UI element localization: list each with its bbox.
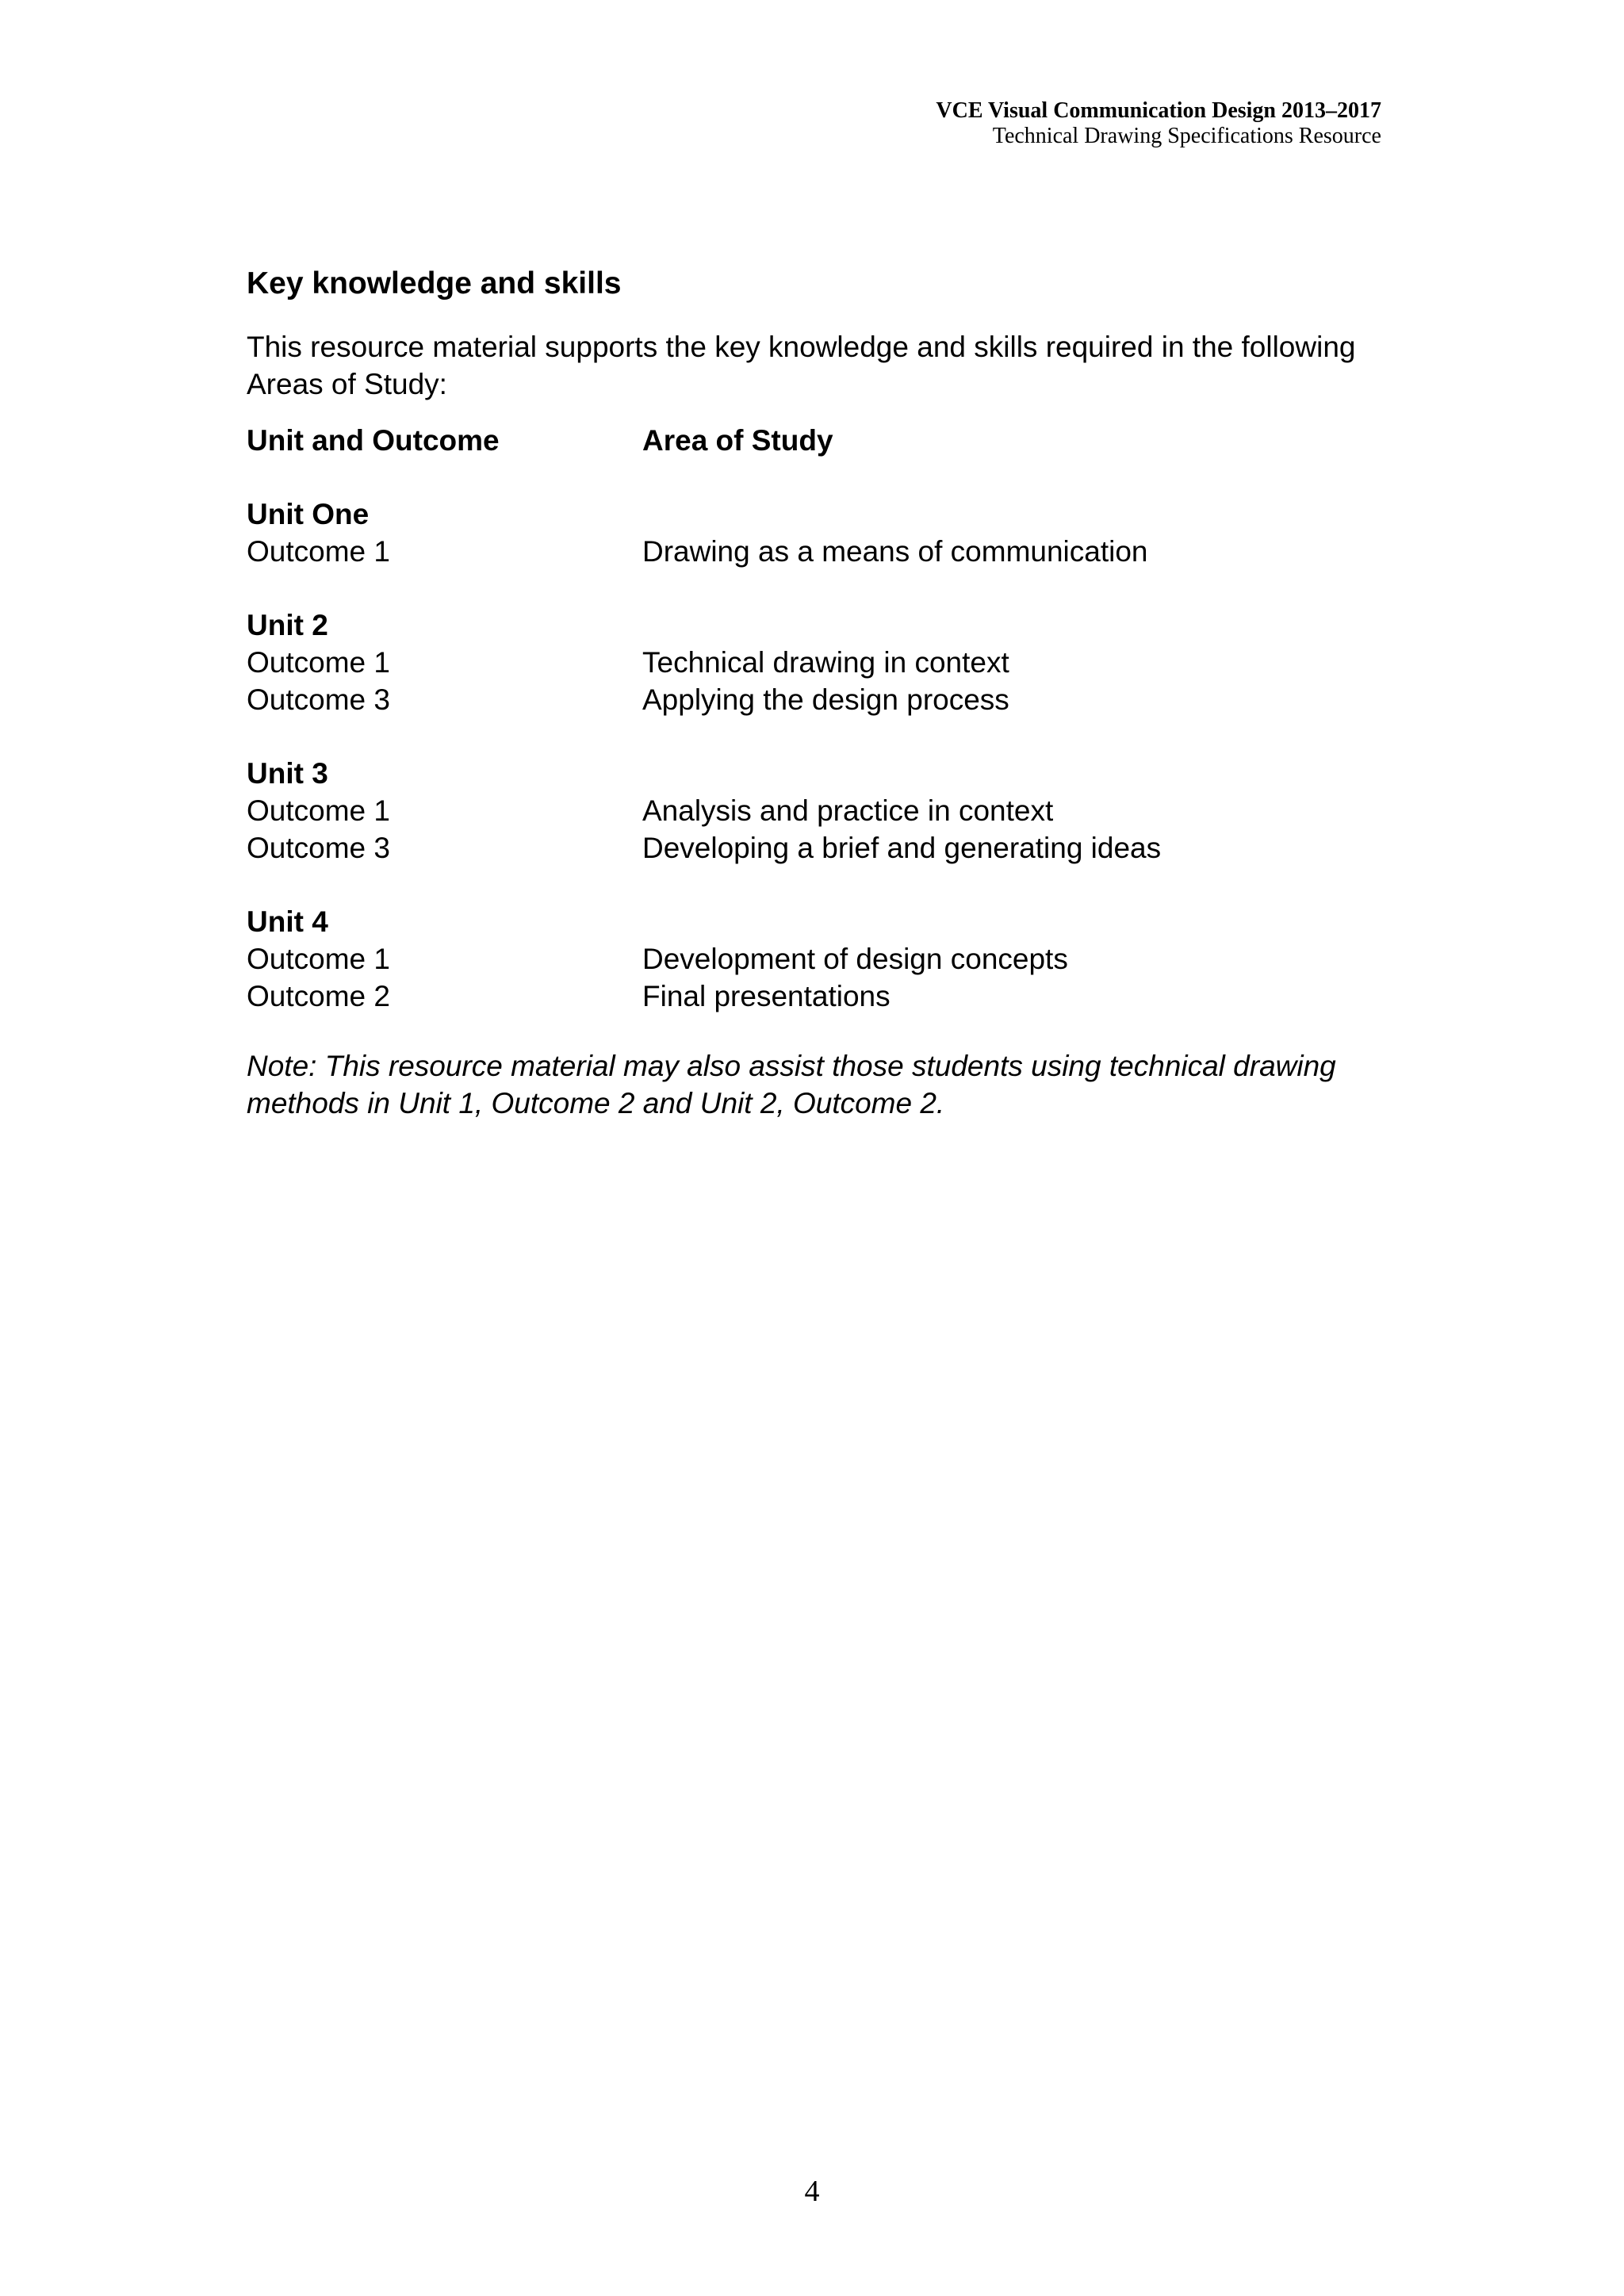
outcome-label: Outcome 1	[247, 535, 390, 568]
unit-title: Unit One	[247, 498, 370, 530]
outcome-label: Outcome 3	[247, 683, 390, 716]
header-resource-title: Technical Drawing Specifications Resource	[992, 124, 1381, 148]
table-row	[247, 792, 1388, 829]
area-of-study: Final presentations	[642, 980, 891, 1012]
table-row	[247, 681, 1388, 718]
table-header-row	[247, 422, 1388, 459]
unit-title: Unit 3	[247, 757, 328, 790]
page-content	[247, 262, 1388, 1122]
area-of-study: Technical drawing in context	[642, 646, 1009, 679]
unit-block-4	[247, 903, 1388, 1015]
area-of-study: Analysis and practice in context	[642, 794, 1054, 827]
unit-block-2	[247, 607, 1388, 718]
table-row	[247, 829, 1388, 867]
outcome-label: Outcome 3	[247, 832, 390, 864]
area-of-study: Drawing as a means of communication	[642, 535, 1148, 568]
running-header	[936, 98, 1381, 149]
header-series-title: VCE Visual Communication Design 2013–2017	[936, 98, 1381, 123]
table-row	[247, 533, 1388, 570]
area-of-study: Developing a brief and generating ideas	[642, 832, 1162, 864]
unit-block-1	[247, 496, 1388, 570]
outcome-label: Outcome 1	[247, 646, 390, 679]
unit-title: Unit 4	[247, 905, 328, 938]
intro-paragraph: This resource material supports the key knowledge and skills required in the following Areas of Study:	[247, 331, 1356, 400]
column-header-area-of-study: Area of Study	[642, 424, 833, 457]
table-row	[247, 978, 1388, 1015]
table-row	[247, 940, 1388, 978]
note-paragraph: Note: This resource material may also assist those students using technical drawing methods in Unit 1, Outcome 2 and Unit 2, Outcome 2.	[247, 1050, 1336, 1119]
area-of-study: Applying the design process	[642, 683, 1009, 716]
outcome-label: Outcome 1	[247, 794, 390, 827]
outcome-label: Outcome 2	[247, 980, 390, 1012]
area-of-study: Development of design concepts	[642, 943, 1068, 975]
page-number: 4	[804, 2175, 820, 2208]
unit-block-3	[247, 755, 1388, 867]
outcome-label: Outcome 1	[247, 943, 390, 975]
section-heading: Key knowledge and skills	[247, 266, 622, 300]
column-header-unit-outcome: Unit and Outcome	[247, 424, 500, 457]
table-row	[247, 644, 1388, 681]
unit-title: Unit 2	[247, 609, 328, 641]
